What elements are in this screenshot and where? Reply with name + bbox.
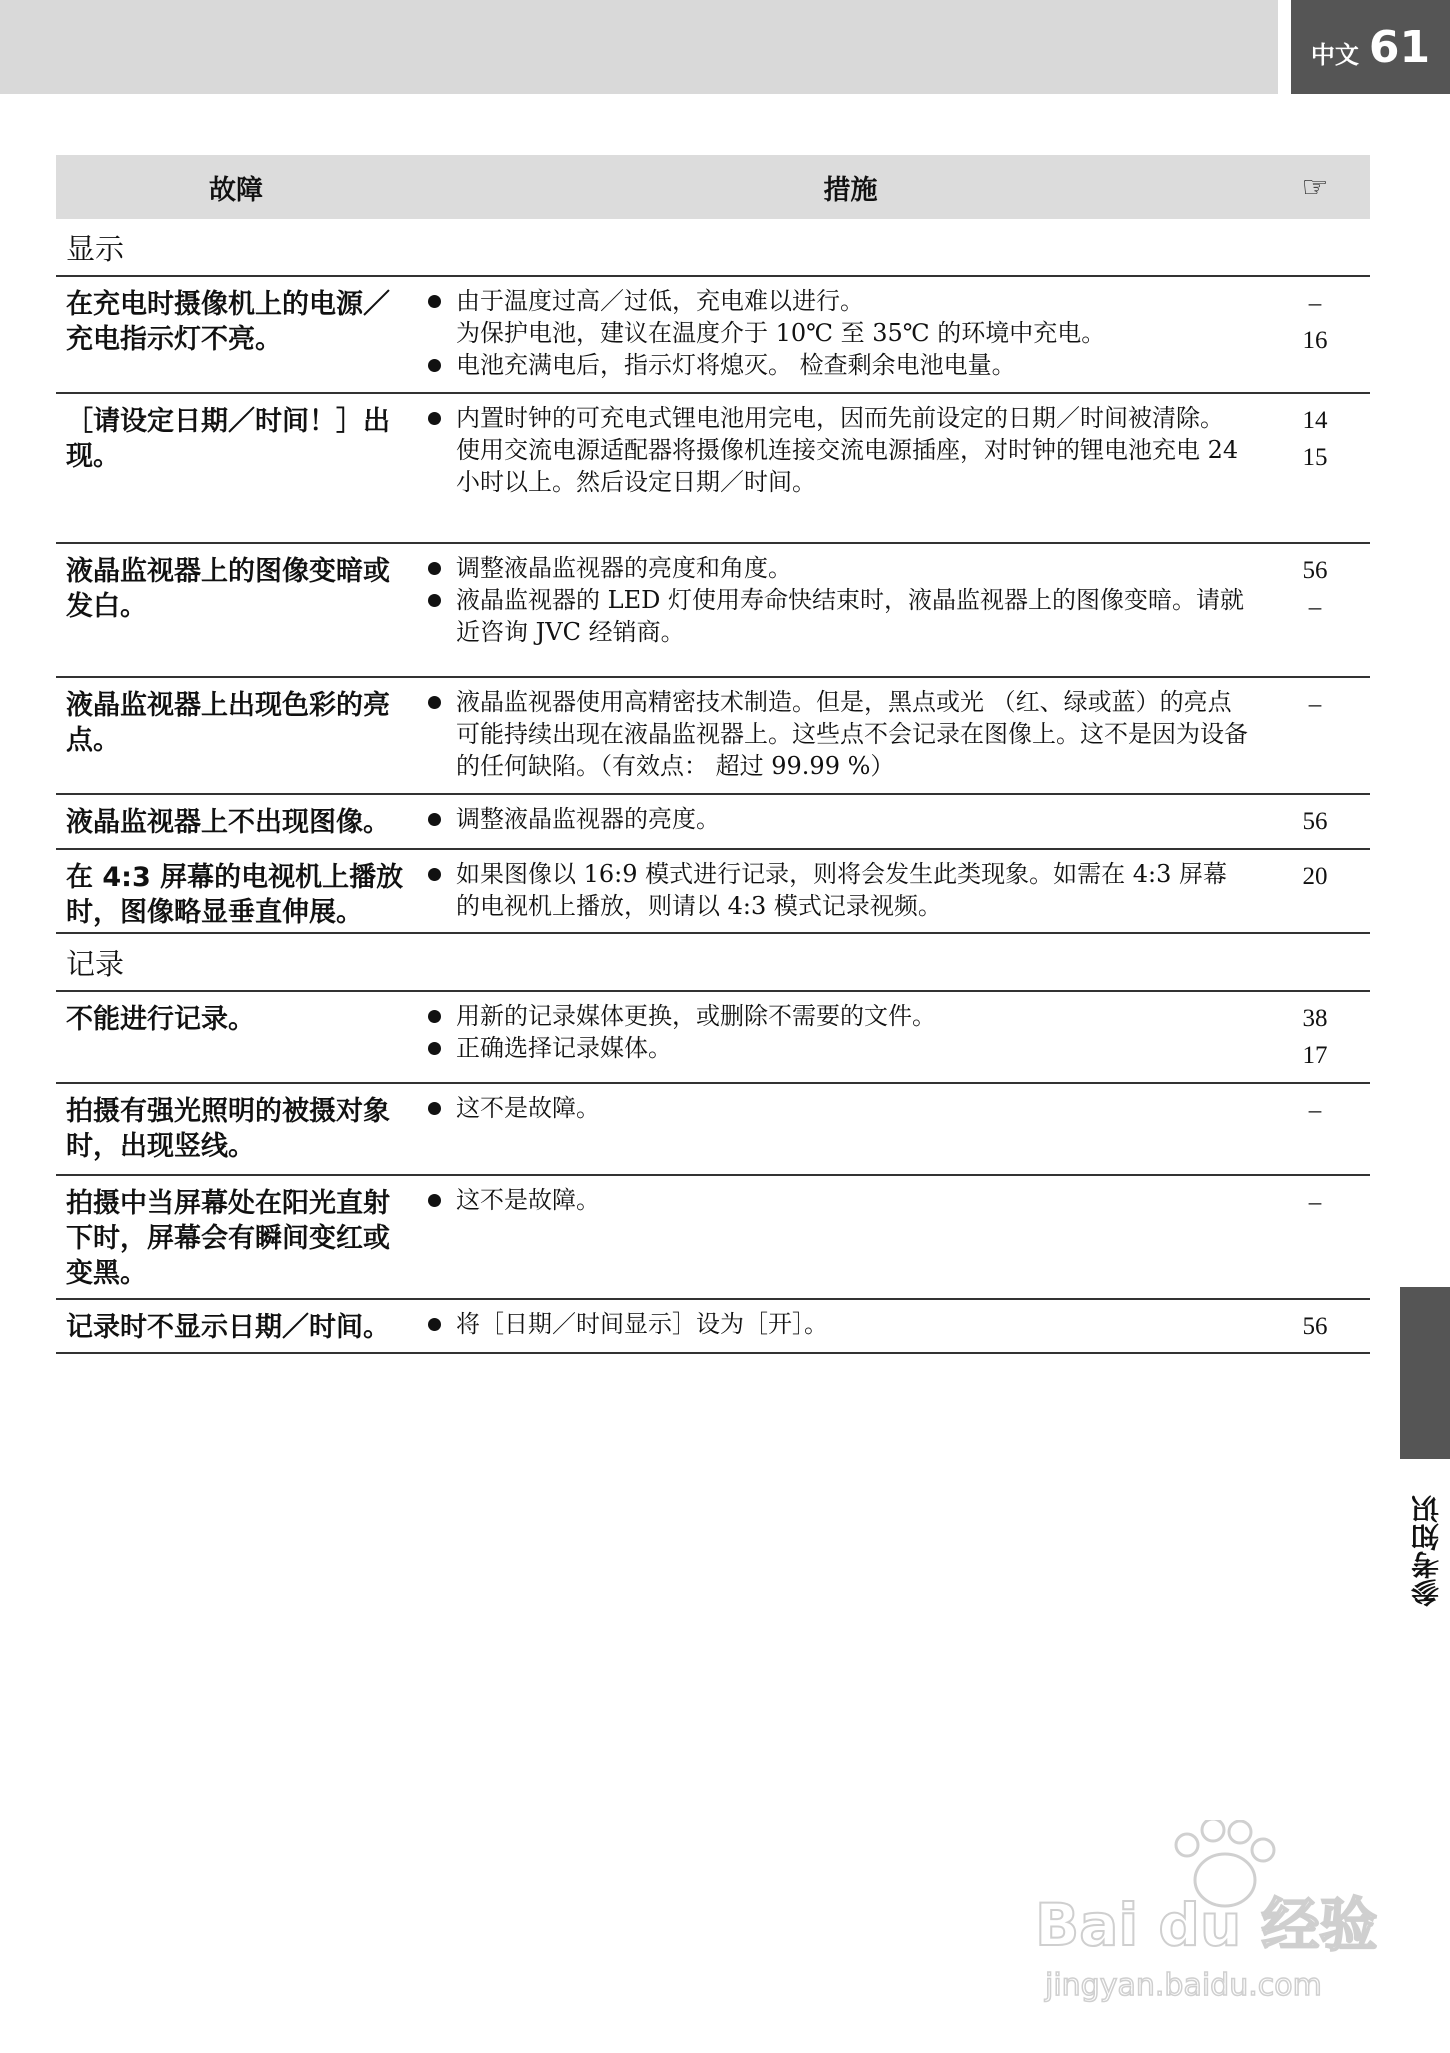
list-item: 这不是故障。 (426, 1184, 1250, 1216)
table-row (56, 795, 1370, 850)
column-header-measures: 措施 (823, 174, 878, 206)
page-ref: – (1308, 1189, 1322, 1216)
ref-cell (1260, 394, 1370, 542)
bullet-icon (428, 696, 441, 709)
measures-cell (416, 277, 1260, 392)
header-bar (0, 0, 1278, 94)
page-ref: 38 (1302, 1005, 1328, 1032)
fault-text: 液晶监视器上的图像变暗或发白。 (66, 556, 390, 622)
bullet-icon (428, 868, 441, 881)
bullet-icon (428, 1102, 441, 1115)
page-ref: 56 (1302, 808, 1328, 835)
side-tab-label: 参考知识 (1410, 1495, 1443, 1607)
measures-cell (416, 992, 1260, 1082)
page-ref: – (1308, 290, 1322, 317)
list-item: 液晶监视器使用高精密技术制造。但是，黑点或光 （红、绿或蓝）的亮点可能持续出现在液晶监视器上。这些点不会记录在图像上。这不是因为设备的任何缺陷。（有效点： 超过 99.99 %） (426, 686, 1250, 782)
fault-text: 拍摄中当屏幕处在阳光直射下时，屏幕会有瞬间变红或变黑。 (66, 1188, 390, 1289)
ref-cell (1260, 850, 1370, 932)
column-header-fault: 故障 (209, 174, 263, 206)
measures-cell (416, 1084, 1260, 1174)
list-item: 调整液晶监视器的亮度和角度。 (426, 552, 1250, 584)
fault-text: 不能进行记录。 (66, 1004, 255, 1035)
troubleshooting-table (56, 155, 1370, 1354)
list-item: 电池充满电后，指示灯将熄灭。 检查剩余电池电量。 (426, 349, 1250, 381)
table-row (56, 678, 1370, 795)
list-item-continuation: 为保护电池，建议在温度介于 10℃ 至 35℃ 的环境中充电。 (456, 319, 1106, 347)
bullet-icon (428, 1010, 441, 1023)
page-ref: – (1308, 691, 1322, 718)
measures-cell (416, 678, 1260, 793)
list-item: 将［日期／时间显示］设为［开］。 (426, 1308, 1250, 1340)
measures-cell (416, 850, 1260, 932)
table-row (56, 1084, 1370, 1176)
bullet-icon (428, 1042, 441, 1055)
page-ref: 17 (1302, 1042, 1328, 1069)
side-tab (1400, 1287, 1450, 1459)
page-ref: 14 (1302, 407, 1328, 434)
ref-cell (1260, 1176, 1370, 1298)
language-label: 中文 (1310, 40, 1359, 69)
fault-text: 拍摄有强光照明的被摄对象时，出现竖线。 (66, 1096, 390, 1162)
page-ref: 20 (1302, 863, 1328, 890)
baidu-watermark (1025, 1820, 1385, 2010)
bullet-icon (428, 594, 441, 607)
page-ref: – (1308, 1097, 1322, 1124)
watermark-brand: Bai du 经验 (1035, 1891, 1378, 1959)
fault-text: ［请设定日期／时间！］出现。 (66, 406, 390, 472)
list-item-continuation: 使用交流电源适配器将摄像机连接交流电源插座，对时钟的锂电池充电 24 小时以上。然后设定日期／时间。 (456, 436, 1239, 496)
bullet-icon (428, 359, 441, 372)
list-item: 如果图像以 16:9 模式进行记录，则将会发生此类现象。如需在 4:3 屏幕的电视机上播放，则请以 4:3 模式记录视频。 (426, 858, 1250, 922)
page-ref: 56 (1302, 557, 1328, 584)
table-row (56, 277, 1370, 394)
bullet-icon (428, 412, 441, 425)
list-item: 由于温度过高／过低，充电难以进行。 (426, 285, 1250, 317)
list-item: 这不是故障。 (426, 1092, 1250, 1124)
table-row (56, 544, 1370, 678)
measures-cell (416, 1176, 1260, 1298)
bullet-icon (428, 1318, 441, 1331)
page-ref: 16 (1302, 327, 1328, 354)
fault-text: 液晶监视器上出现色彩的亮点。 (66, 690, 390, 756)
pointing-hand-icon: ☞ (1301, 169, 1329, 205)
table-header (56, 155, 1370, 219)
table-row (56, 850, 1370, 934)
ref-cell (1260, 1084, 1370, 1174)
list-item: 内置时钟的可充电式锂电池用完电，因而先前设定的日期／时间被清除。 (426, 402, 1250, 434)
fault-text: 记录时不显示日期／时间。 (66, 1312, 390, 1343)
ref-cell (1260, 544, 1370, 676)
ref-cell (1260, 795, 1370, 848)
fault-text: 在 4:3 屏幕的电视机上播放时，图像略显垂直伸展。 (66, 862, 404, 928)
ref-cell (1260, 1300, 1370, 1352)
measures-cell (416, 795, 1260, 848)
bullet-icon (428, 562, 441, 575)
measures-cell (416, 544, 1260, 676)
page-number: 61 (1368, 21, 1431, 73)
ref-cell (1260, 277, 1370, 392)
page-number-box (1291, 0, 1450, 94)
watermark-url: jingyan.baidu.com (1045, 1968, 1322, 2003)
list-item: 液晶监视器的 LED 灯使用寿命快结束时，液晶监视器上的图像变暗。请就近咨询 JVC 经销商。 (426, 584, 1250, 648)
page-ref: 56 (1302, 1313, 1328, 1340)
page-ref: 15 (1302, 444, 1328, 471)
fault-text: 液晶监视器上不出现图像。 (66, 807, 390, 838)
bullet-icon (428, 813, 441, 826)
table-row (56, 992, 1370, 1084)
measures-cell (416, 1300, 1260, 1352)
ref-cell (1260, 992, 1370, 1082)
table-row (56, 394, 1370, 544)
bullet-icon (428, 1194, 441, 1207)
ref-cell (1260, 678, 1370, 793)
list-item: 正确选择记录媒体。 (426, 1032, 1250, 1064)
bullet-icon (428, 295, 441, 308)
section-display: 显示 (56, 219, 1370, 277)
measures-cell (416, 394, 1260, 542)
list-item: 用新的记录媒体更换，或删除不需要的文件。 (426, 1000, 1250, 1032)
table-row (56, 1176, 1370, 1300)
section-recording: 记录 (56, 934, 1370, 992)
list-item: 调整液晶监视器的亮度。 (426, 803, 1250, 835)
page-ref: – (1308, 594, 1322, 621)
fault-text: 在充电时摄像机上的电源／充电指示灯不亮。 (66, 289, 390, 355)
table-row (56, 1300, 1370, 1354)
